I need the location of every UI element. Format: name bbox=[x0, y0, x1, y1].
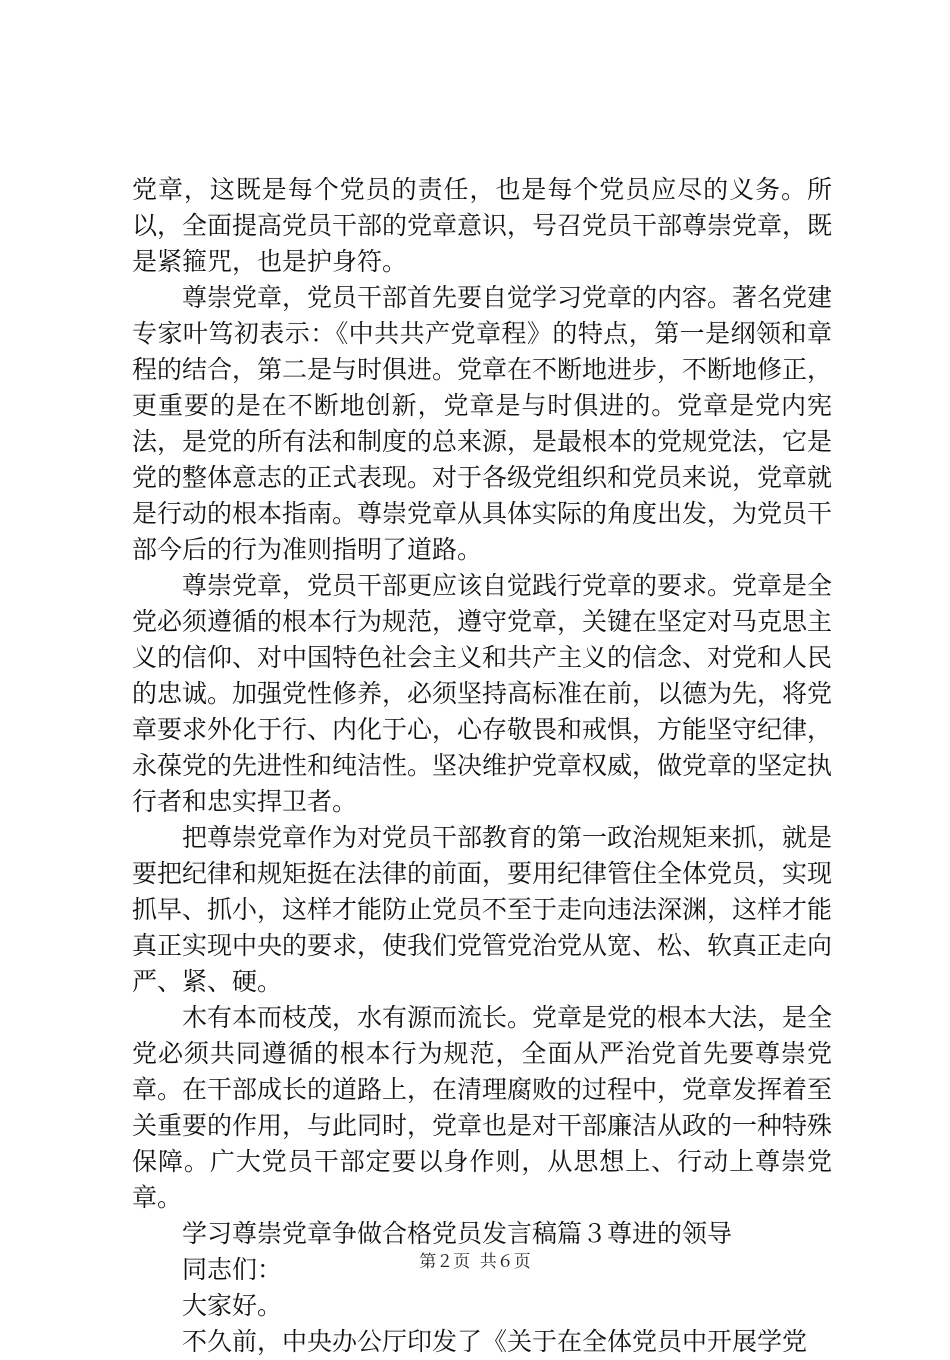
paragraph-1: 党章，这既是每个党员的责任，也是每个党员应尽的义务。所以，全面提高党员干部的党章意识，号召党员干部尊崇党章，既是紧箍咒，也是护身符。 bbox=[132, 175, 833, 276]
paragraph-5: 木有本而枝茂，水有源而流长。党章是党的根本大法，是全党必须共同遵循的根本行为规范，全面从严治党首先要尊崇党章。在干部成长的道路上，在清理腐败的过程中，党章发挥着至关重要的作用，与此同时，党章也是对干部廉洁从政的一种特殊保障。广大党员干部定要以身作则，从思想上、行动上尊崇党章。 bbox=[132, 1003, 833, 1212]
page-footer: 第２页 共６页 bbox=[419, 1252, 531, 1272]
paragraph-3: 尊崇党章，党员干部更应该自觉践行党章的要求。党章是全党必须遵循的根本行为规范，遵守党章，关键在坚定对马克思主义的信仰、对中国特色社会主义和共产主义的信念、对党和人民的忠诚。加强党性修养，必须坚持高标准在前，以德为先，将党章要求外化于行、内化于心，心存敬畏和戒惧，方能坚守纪律，永葆党的先进性和纯洁性。坚决维护党章权威，做党章的坚定执行者和忠实捍卫者。 bbox=[132, 571, 833, 816]
section-heading: 学习尊崇党章争做合格党员发言稿篇３尊进的领导 bbox=[182, 1219, 733, 1248]
salutation: 同志们： bbox=[182, 1255, 283, 1284]
document-body bbox=[132, 172, 832, 1360]
last-line: 不久前，中央办公厅印发了《关于在全体党员中开展学党 bbox=[182, 1327, 808, 1356]
greeting: 大家好。 bbox=[182, 1291, 283, 1320]
paragraph-2: 尊崇党章，党员干部首先要自觉学习党章的内容。著名党建专家叶笃初表示：《中共共产党章程》的特点，第一是纲领和章程的结合，第二是与时俱进。党章在不断地进步，不断地修正，更重要的是在不断地创新，党章是与时俱进的。党章是党内宪法，是党的所有法和制度的总来源，是最根本的党规党法，它是党的整体意志的正式表现。对于各级党组织和党员来说，党章就是行动的根本指南。尊崇党章从具体实际的角度出发，为党员干部今后的行为准则指明了道路。 bbox=[132, 283, 833, 564]
paragraph-4: 把尊崇党章作为对党员干部教育的第一政治规矩来抓，就是要把纪律和规矩挺在法律的前面，要用纪律管住全体党员，实现抓早、抓小，这样才能防止党员不至于走向违法深渊，这样才能真正实现中央的要求，使我们党管党治党从宽、松、软真正走向严、紧、硬。 bbox=[132, 823, 833, 996]
